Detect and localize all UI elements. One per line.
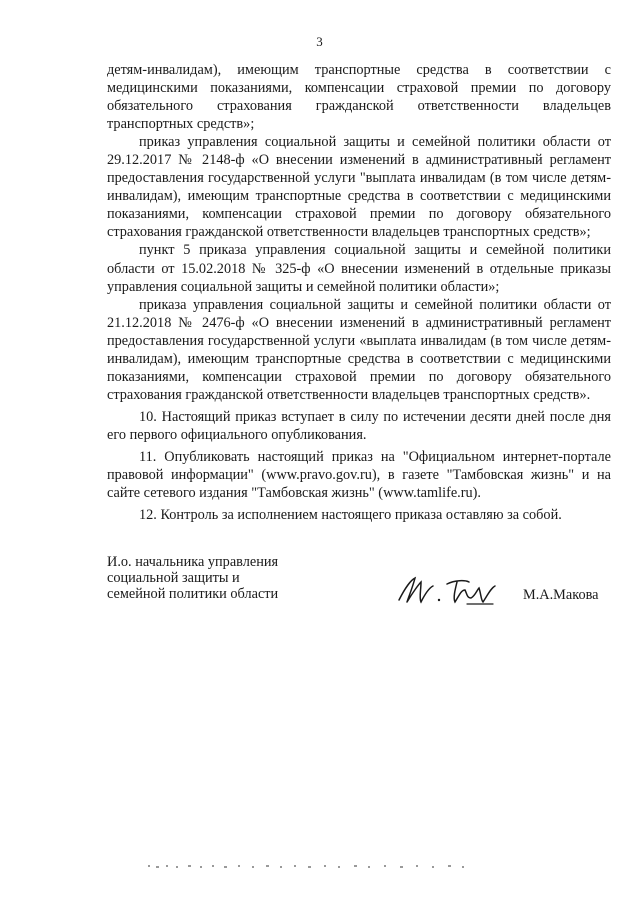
paragraph-item-10: 10. Настоящий приказ вступает в силу по истечении десяти дней после дня его первого официального опубликования. (107, 408, 611, 443)
page-number: 3 (316, 34, 323, 49)
paragraph-item-12: 12. Контроль за исполнением настоящего приказа оставляю за собой. (139, 507, 562, 524)
document-body (107, 61, 611, 524)
handwritten-signature (395, 570, 505, 610)
signatory-position (107, 554, 278, 602)
scan-artifact (148, 862, 468, 872)
paragraph-order-325: пункт 5 приказа управления социальной защиты и семейной политики области от 15.02.2018 № 325-ф «О внесении изменений в отдельные приказы управления социальной защиты и семейной политики области»; (107, 242, 611, 295)
position-line: семейной политики области (107, 586, 279, 602)
paragraph-order-2148: приказ управления социальной защиты и семейной политики области от 29.12.2017 № 2148-ф «О внесении изменений в административный регламент предоставления государственной услуги "выплата инвалидам (в том числе детям-инвалидам), имеющим транспортные средства в соответствии с медицинскими показаниями, компенсации страховой премии по договору обязательного страхования гражданской ответственности владельцев транспортных средств»; (107, 134, 611, 241)
paragraph-item-11: 11. Опубликовать настоящий приказ на "Официальном интернет-портале правовой информации" (www.pravo.gov.ru), в газете "Тамбовская жизнь" и на сайте сетевого издания "Тамбовская жизнь" (www.tamlife.ru). (107, 448, 611, 502)
paragraph-order-2476: приказа управления социальной защиты и семейной политики области от 21.12.2018 № 2476-ф «О внесении изменений в административный регламент предоставления государственной услуги «выплата инвалидам (в том числе детям-инвалидам), имеющим транспортные средства в соответствии с медицинскими показаниями, компенсации страховой премии по договору обязательного страхования гражданской ответственности владельцев транспортных средств». (107, 296, 611, 403)
position-line: И.о. начальника управления (107, 554, 279, 570)
paragraph-continuation: детям-инвалидам), имеющим транспортные средства в соответствии с медицинскими показаниями, компенсации страховой премии по договору обязательного страхования гражданской ответственности владельцев транспортных средств»; (107, 62, 611, 133)
signer-name: М.А.Макова (523, 587, 599, 603)
position-line: социальной защиты и (107, 570, 240, 586)
